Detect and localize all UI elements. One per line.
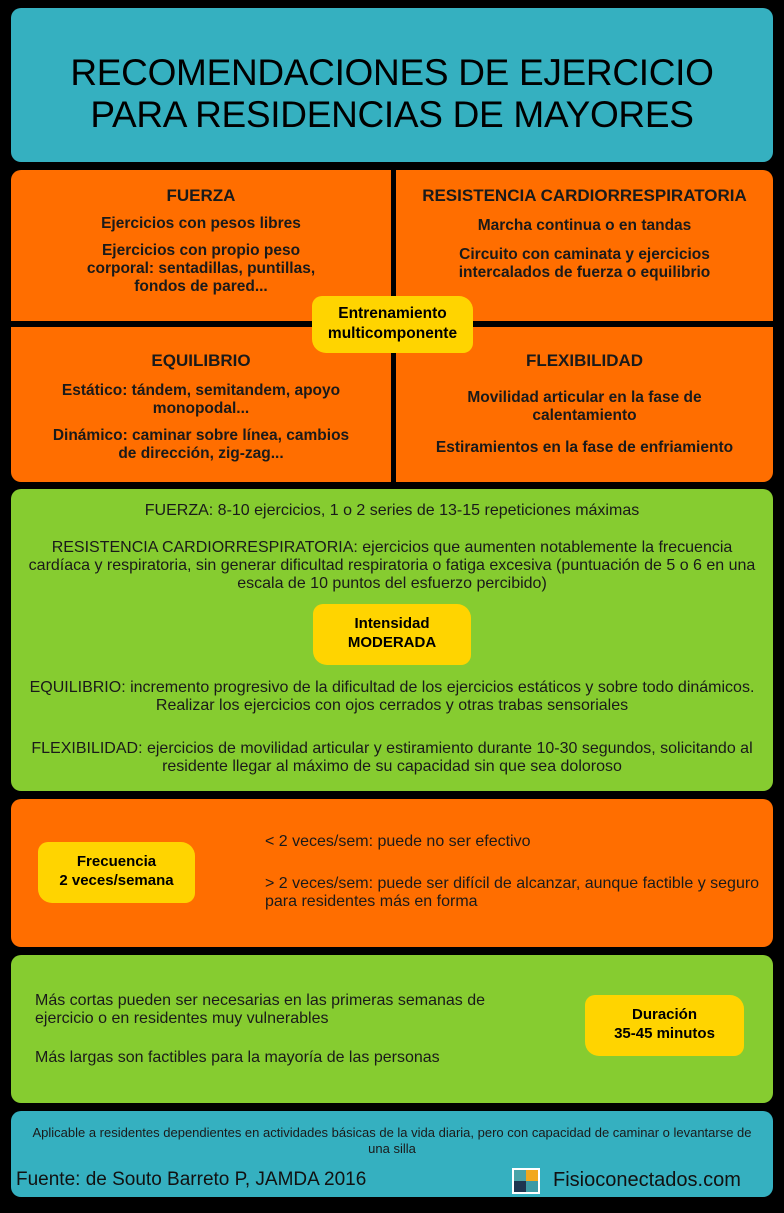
- intensity-resistencia: RESISTENCIA CARDIORRESPIRATORIA: ejercicios que aumenten notablemente la frecuencia cardíaca y respiratoria, sin generar dificultad respiratoria o fatiga excesiva (puntuación de 5 o 6 en una escala de 10 puntos del esfuerzo percibido): [28, 539, 756, 592]
- badge-line-1: Intensidad: [354, 615, 430, 632]
- intensity-equilibrio: EQUILIBRIO: incremento progresivo de la dificultad de los ejercicios estáticos y sobre todo dinámicos. Realizar los ejercicios con ojos cerrados y otras trabas sensoriales: [29, 679, 755, 714]
- quadrant-item: Estiramientos en la fase de enfriamiento: [435, 439, 734, 456]
- quadrant-item: Circuito con caminata y ejercicios intercalados de fuerza o equilibrio: [458, 246, 711, 281]
- intensity-flexibilidad: FLEXIBILIDAD: ejercicios de movilidad articular y estiramiento durante 10-30 segundos, solicitando al residente llegar al máximo de su capacidad sin que sea doloroso: [31, 740, 753, 775]
- intensity-badge: [313, 604, 471, 665]
- badge-line-1: Frecuencia: [76, 853, 157, 870]
- quadrant-item: Dinámico: caminar sobre línea, cambios de dirección, zig-zag...: [52, 427, 350, 462]
- quadrant-item: Marcha continua o en tandas: [477, 217, 692, 234]
- footer-panel: [11, 1111, 773, 1197]
- multicomponent-badge: [312, 296, 473, 353]
- duration-longer: Más largas son factibles para la mayoría de las personas: [35, 1049, 440, 1066]
- frequency-badge: [38, 842, 195, 903]
- intensity-fuerza: FUERZA: 8-10 ejercicios, 1 o 2 series de 13-15 repeticiones máximas: [144, 502, 640, 519]
- badge-line-1: Duración: [631, 1006, 697, 1023]
- badge-line-2: MODERADA: [347, 634, 437, 651]
- title-line-1: RECOMENDACIONES DE EJERCICIO: [70, 52, 714, 93]
- badge-line-2: multicomponente: [327, 325, 458, 342]
- source-citation: Fuente: de Souto Barreto P, JAMDA 2016: [16, 1169, 367, 1190]
- applicability-note: Aplicable a residentes dependientes en actividades básicas de la vida diaria, pero con capacidad de caminar o levantarse de una silla: [32, 1125, 752, 1156]
- frequency-more: > 2 veces/sem: puede ser difícil de alcanzar, aunque factible y seguro para residentes más en forma: [265, 875, 760, 910]
- site-link[interactable]: Fisioconectados.com: [553, 1169, 741, 1191]
- quadrant-title: EQUILIBRIO: [151, 351, 251, 370]
- duration-shorter: Más cortas pueden ser necesarias en las primeras semanas de ejercicio o en residentes muy vulnerables: [35, 992, 485, 1027]
- title-line-2: PARA RESIDENCIAS DE MAYORES: [90, 94, 694, 135]
- page-title: [11, 52, 773, 136]
- title-banner: [11, 8, 773, 162]
- quadrant-title: FLEXIBILIDAD: [525, 351, 644, 370]
- quadrant-item: Ejercicios con pesos libres: [101, 215, 301, 232]
- quadrant-title: FUERZA: [166, 186, 236, 205]
- quadrant-item: Ejercicios con propio peso corporal: sentadillas, puntillas, fondos de pared...: [86, 242, 316, 295]
- badge-line-2: 35-45 minutos: [614, 1025, 715, 1042]
- puzzle-logo-icon: [512, 1168, 540, 1194]
- duration-badge: [585, 995, 744, 1056]
- badge-line-1: Entrenamiento: [338, 305, 447, 322]
- frequency-less: < 2 veces/sem: puede no ser efectivo: [265, 833, 531, 850]
- quadrant-title: RESISTENCIA CARDIORRESPIRATORIA: [422, 186, 747, 205]
- badge-line-2: 2 veces/semana: [59, 872, 174, 889]
- quadrant-item: Movilidad articular en la fase de calentamiento: [467, 389, 702, 424]
- quadrant-item: Estático: tándem, semitandem, apoyo monopodal...: [61, 382, 341, 417]
